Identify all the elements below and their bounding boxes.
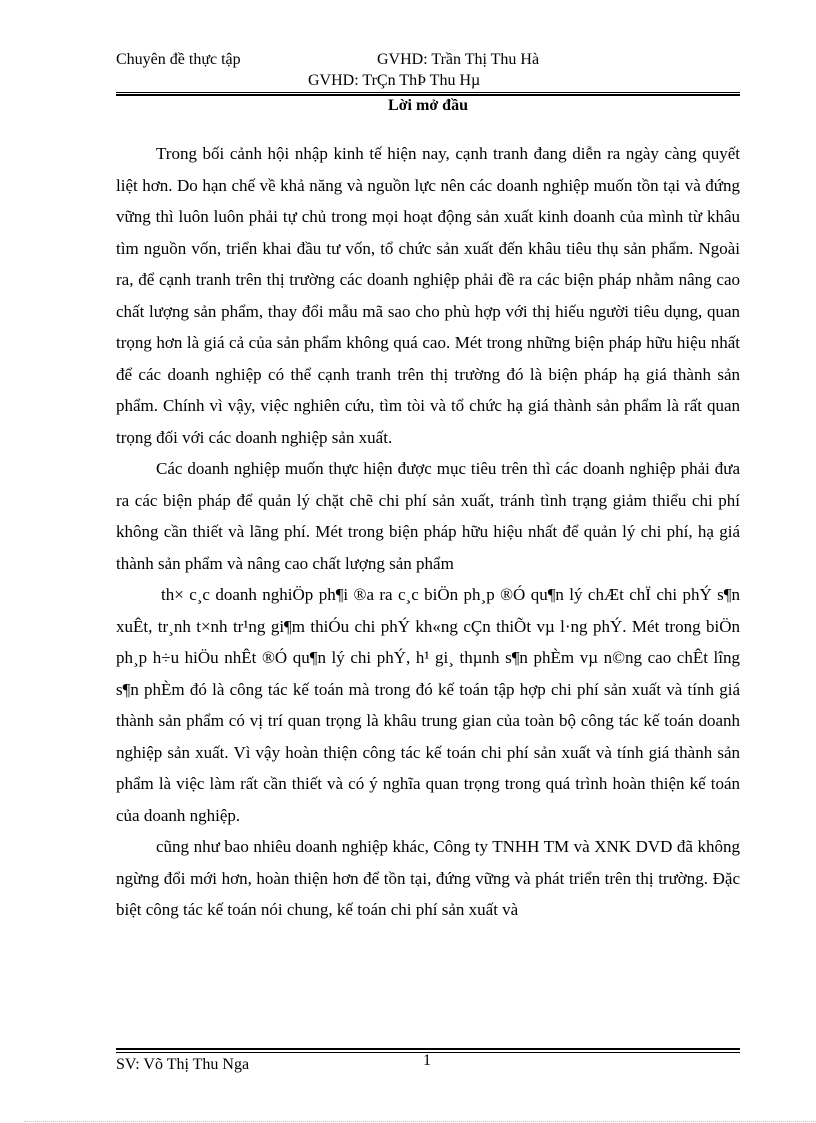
- footer-student: SV: Võ Thị Thu Nga: [116, 1056, 250, 1073]
- paragraph-2: Các doanh nghiệp muốn thực hiện được mục tiêu trên thì các doanh nghiệp phải đưa ra các biện pháp để quản lý chặt chẽ chi phí sản xuất, tránh tình trạng giảm thiểu chi phí không cần thiết và lãng phí. Mét trong biện pháp hữu hiệu nhất để quản lý chi phí, hạ giá thành sản phẩm và nâng cao chất lượng sản phẩm: [116, 459, 740, 573]
- header-advisor-garbled: GVHD: TrÇn ThÞ Thu Hµ: [308, 72, 481, 89]
- paragraph-1: Trong bối cảnh hội nhập kinh tế hiện nay, cạnh tranh đang diễn ra ngày càng quyết liệt hơn. Do hạn chế về khả năng và nguồn lực nên các doanh nghiệp muốn tồn tại và đứng vững thì luôn luôn phải tự chủ trong mọi hoạt động sản xuất kinh doanh của mình từ khâu tìm nguồn vốn, triển khai đầu tư vốn, tổ chức sản xuất đến khâu tiêu thụ sản phẩm. Ngoài ra, để cạnh tranh trên thị trường các doanh nghiệp phải đề ra các biện pháp nhằm nâng cao chất lượng sản phẩm, thay đổi mẫu mã sao cho phù hợp với thị hiếu người tiêu dụng, quan trọng hơn là giá cả của sản phẩm không quá cao. Mét trong những biện pháp hữu hiệu nhất để các doanh nghiệp có thể cạnh tranh trên thị trường đó là biện pháp hạ giá thành sản phẩm. Chính vì vậy, việc nghiên cứu, tìm tòi và tổ chức hạ giá thành sản phẩm là rất quan trọng đối với các doanh nghiệp sản xuất.: [116, 144, 740, 447]
- page-number: 1: [423, 1052, 431, 1069]
- page-title: Lời mở đầu: [388, 97, 468, 114]
- footer-divider-thick: [116, 1048, 740, 1050]
- header-advisor: GVHD: Trần Thị Thu Hà: [377, 51, 540, 68]
- header-topic: Chuyên đề thực tập: [116, 51, 241, 68]
- header-divider-thin: [116, 92, 740, 93]
- page-edge-divider: [24, 1121, 816, 1122]
- document-body: [116, 138, 740, 926]
- header-divider-thick: [116, 94, 740, 96]
- paragraph-4: cũng như bao nhiêu doanh nghiệp khác, Công ty TNHH TM và XNK DVD đã không ngừng đổi mới hơn, hoàn thiện hơn để tồn tại, đứng vững và phát triển trên thị trường. Đặc biệt công tác kế toán nói chung, kế toán chi phí sản xuất và: [116, 837, 740, 919]
- paragraph-3: th× c¸c doanh nghiÖp ph¶i ®a ra c¸c biÖn ph¸p ®Ó qu¶n lý chÆt chÏ chi phÝ s¶n xuÊt, tr¸nh t×nh tr¹ng gi¶m thiÓu chi phÝ kh«ng cÇn thiÕt vµ l·ng phÝ. Mét trong biÖn ph¸p h÷u hiÖu nhÊt ®Ó qu¶n lý chi phÝ, h¹ gi¸ thµnh s¶n phÈm vµ n©ng cao chÊt lîng s¶n phÈm đó là công tác kế toán mà trong đó kế toán tập hợp chi phí sản xuất và tính giá thành sản phẩm có vị trí quan trọng là khâu trung gian của toàn bộ công tác kế toán doanh nghiệp sản xuất. Vì vậy hoàn thiện công tác kế toán chi phí sản xuất và tính giá thành sản phẩm là việc làm rất cần thiết và có ý nghĩa quan trọng trong quá trình hoàn thiện kế toán của doanh nghiệp.: [116, 585, 740, 825]
